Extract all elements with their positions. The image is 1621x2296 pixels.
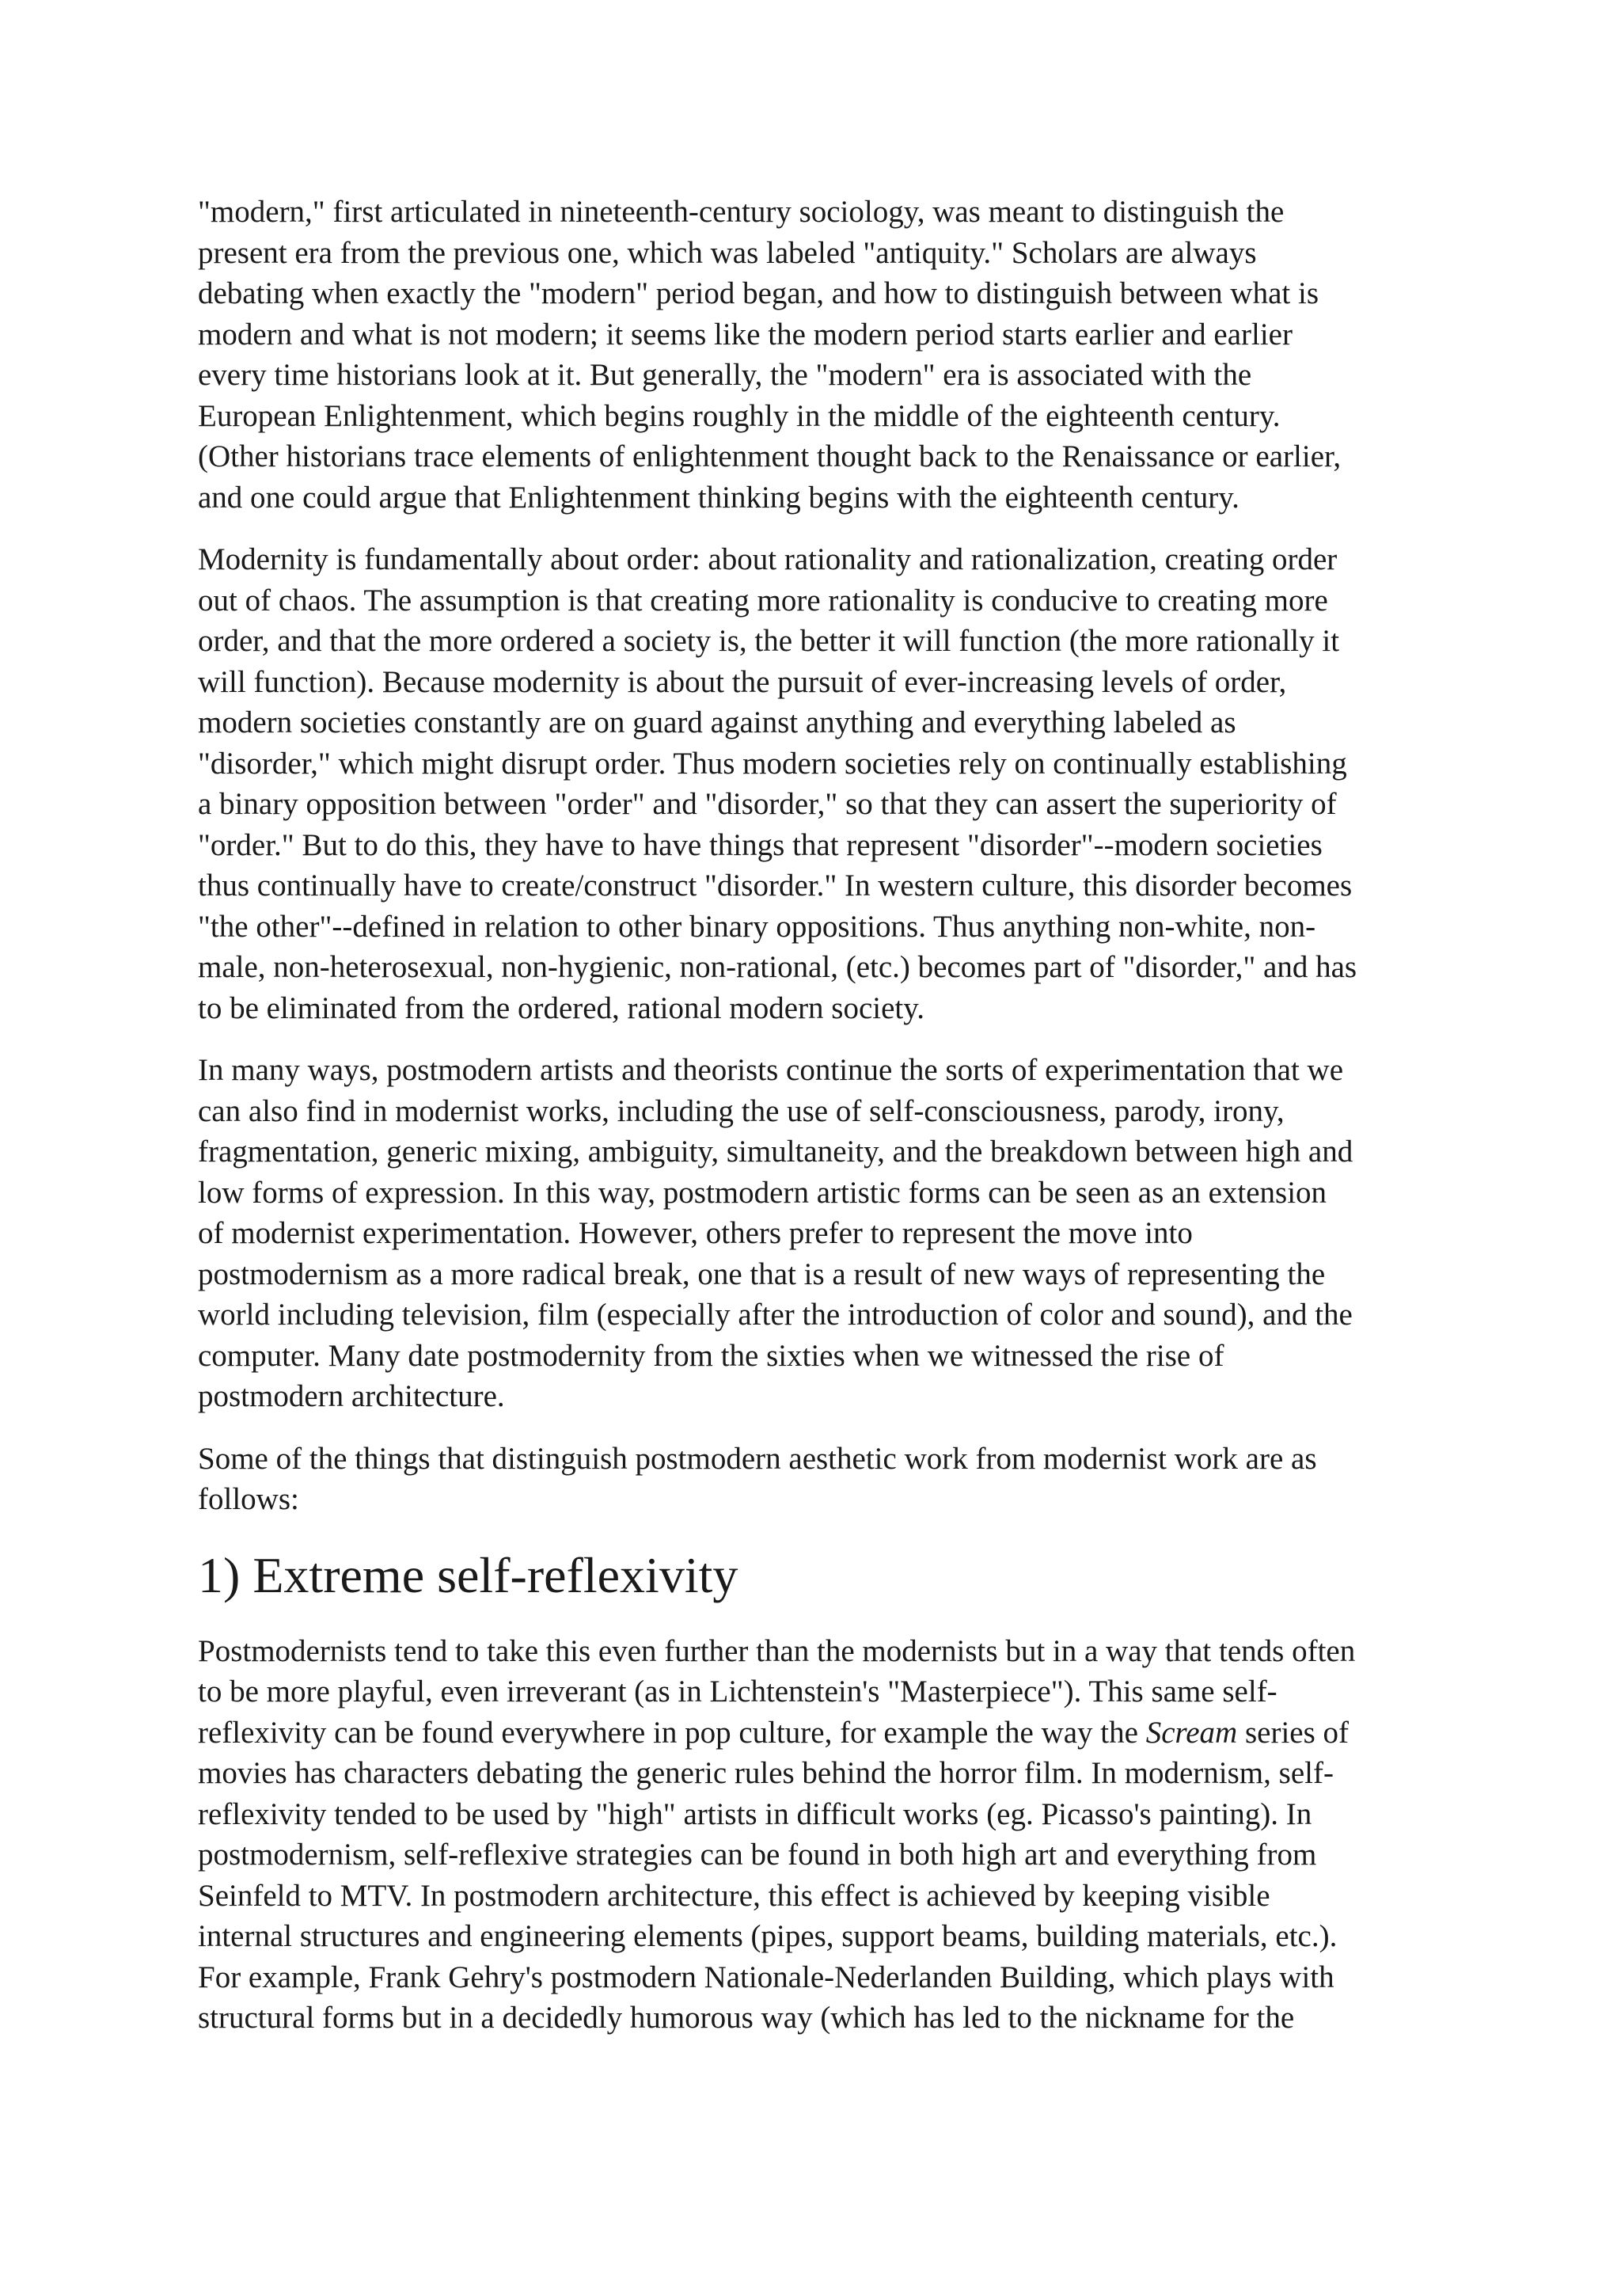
text-line: debating when exactly the "modern" period began, and how to distinguish between what is: [198, 276, 1319, 310]
paragraph-self-reflexivity: [198, 1631, 1448, 2039]
text-line: can also find in modernist works, including the use of self-consciousness, parody, irony,: [198, 1093, 1285, 1128]
text-line: internal structures and engineering elements (pipes, support beams, building materials, etc.).: [198, 1919, 1338, 1953]
text-line: out of chaos. The assumption is that creating more rationality is conducive to creating more: [198, 583, 1328, 618]
text-line: postmodernism, self-reflexive strategies can be found in both high art and everything from: [198, 1838, 1317, 1872]
text-line: computer. Many date postmodernity from the sixties when we witnessed the rise of: [198, 1338, 1224, 1373]
text-line: "the other"--defined in relation to other binary oppositions. Thus anything non-white, non-: [198, 909, 1316, 944]
text-line: male, non-heterosexual, non-hygienic, non-rational, (etc.) becomes part of "disorder," and has: [198, 950, 1357, 984]
paragraph-distinguishing-things: [198, 1439, 1448, 1520]
text-line: and one could argue that Enlightenment thinking begins with the eighteenth century.: [198, 480, 1239, 515]
paragraph-modern-era: [198, 192, 1448, 518]
text-line: a binary opposition between "order" and "disorder," so that they can assert the superiority of: [198, 787, 1337, 821]
text-line: "disorder," which might disrupt order. Thus modern societies rely on continually establishing: [198, 746, 1347, 781]
text-line: every time historians look at it. But generally, the "modern" era is associated with the: [198, 358, 1252, 392]
text-line: movies has characters debating the generic rules behind the horror film. In modernism, self-: [198, 1756, 1334, 1790]
text-line: modern societies constantly are on guard against anything and everything labeled as: [198, 705, 1236, 739]
text-line: Seinfeld to MTV. In postmodern architecture, this effect is achieved by keeping visible: [198, 1878, 1270, 1913]
text-line: For example, Frank Gehry's postmodern Nationale-Nederlanden Building, which plays with: [198, 1960, 1334, 1994]
text-line: Some of the things that distinguish postmodern aesthetic work from modernist work are as: [198, 1441, 1317, 1476]
text-line: Modernity is fundamentally about order: about rationality and rationalization, creating order: [198, 542, 1338, 576]
text-line: to be eliminated from the ordered, rational modern society.: [198, 990, 924, 1025]
text-line: structural forms but in a decidedly humorous way (which has led to the nickname for the: [198, 2001, 1295, 2035]
document-page: [198, 192, 1448, 2060]
text-line: world including television, film (especially after the introduction of color and sound), and the: [198, 1298, 1353, 1332]
text-fragment: reflexivity can be found everywhere in pop culture, for example the way the: [198, 1715, 1146, 1750]
text-line: to be more playful, even irreverant (as in Lichtenstein's "Masterpiece"). This same self-: [198, 1674, 1277, 1709]
text-line: will function). Because modernity is about the pursuit of ever-increasing levels of order,: [198, 664, 1287, 699]
paragraph-modernity-order: [198, 539, 1448, 1028]
italic-title-scream: Scream: [1145, 1715, 1238, 1750]
paragraph-postmodern-experimentation: [198, 1050, 1448, 1417]
text-line: In many ways, postmodern artists and theorists continue the sorts of experimentation that we: [198, 1053, 1344, 1087]
text-line: follows:: [198, 1482, 299, 1516]
text-line: reflexivity tended to be used by "high" artists in difficult works (eg. Picasso's painting). In: [198, 1796, 1312, 1831]
text-line: "modern," first articulated in nineteenth-century sociology, was meant to distinguish the: [198, 195, 1285, 229]
text-line: European Enlightenment, which begins roughly in the middle of the eighteenth century.: [198, 398, 1281, 433]
text-line: order, and that the more ordered a society is, the better it will function (the more rationally it: [198, 624, 1340, 658]
text-line: postmodern architecture.: [198, 1379, 505, 1413]
text-line: (Other historians trace elements of enlightenment thought back to the Renaissance or earlier,: [198, 439, 1342, 473]
text-line: "order." But to do this, they have to have things that represent "disorder"--modern societies: [198, 827, 1323, 862]
section-heading: 1) Extreme self-reflexivity: [198, 1546, 738, 1603]
text-line: of modernist experimentation. However, others prefer to represent the move into: [198, 1216, 1193, 1250]
text-line: postmodernism as a more radical break, one that is a result of new ways of representing the: [198, 1256, 1326, 1291]
text-line: [198, 1712, 1448, 1754]
text-fragment: series of: [1237, 1715, 1350, 1750]
text-line: present era from the previous one, which was labeled "antiquity." Scholars are always: [198, 235, 1257, 270]
text-line: modern and what is not modern; it seems like the modern period starts earlier and earlier: [198, 317, 1293, 352]
text-line: low forms of expression. In this way, postmodern artistic forms can be seen as an extension: [198, 1175, 1327, 1210]
text-line: fragmentation, generic mixing, ambiguity, simultaneity, and the breakdown between high and: [198, 1135, 1353, 1169]
text-line: thus continually have to create/construct "disorder." In western culture, this disorder becomes: [198, 869, 1353, 903]
text-line: Postmodernists tend to take this even further than the modernists but in a way that tends often: [198, 1633, 1356, 1668]
